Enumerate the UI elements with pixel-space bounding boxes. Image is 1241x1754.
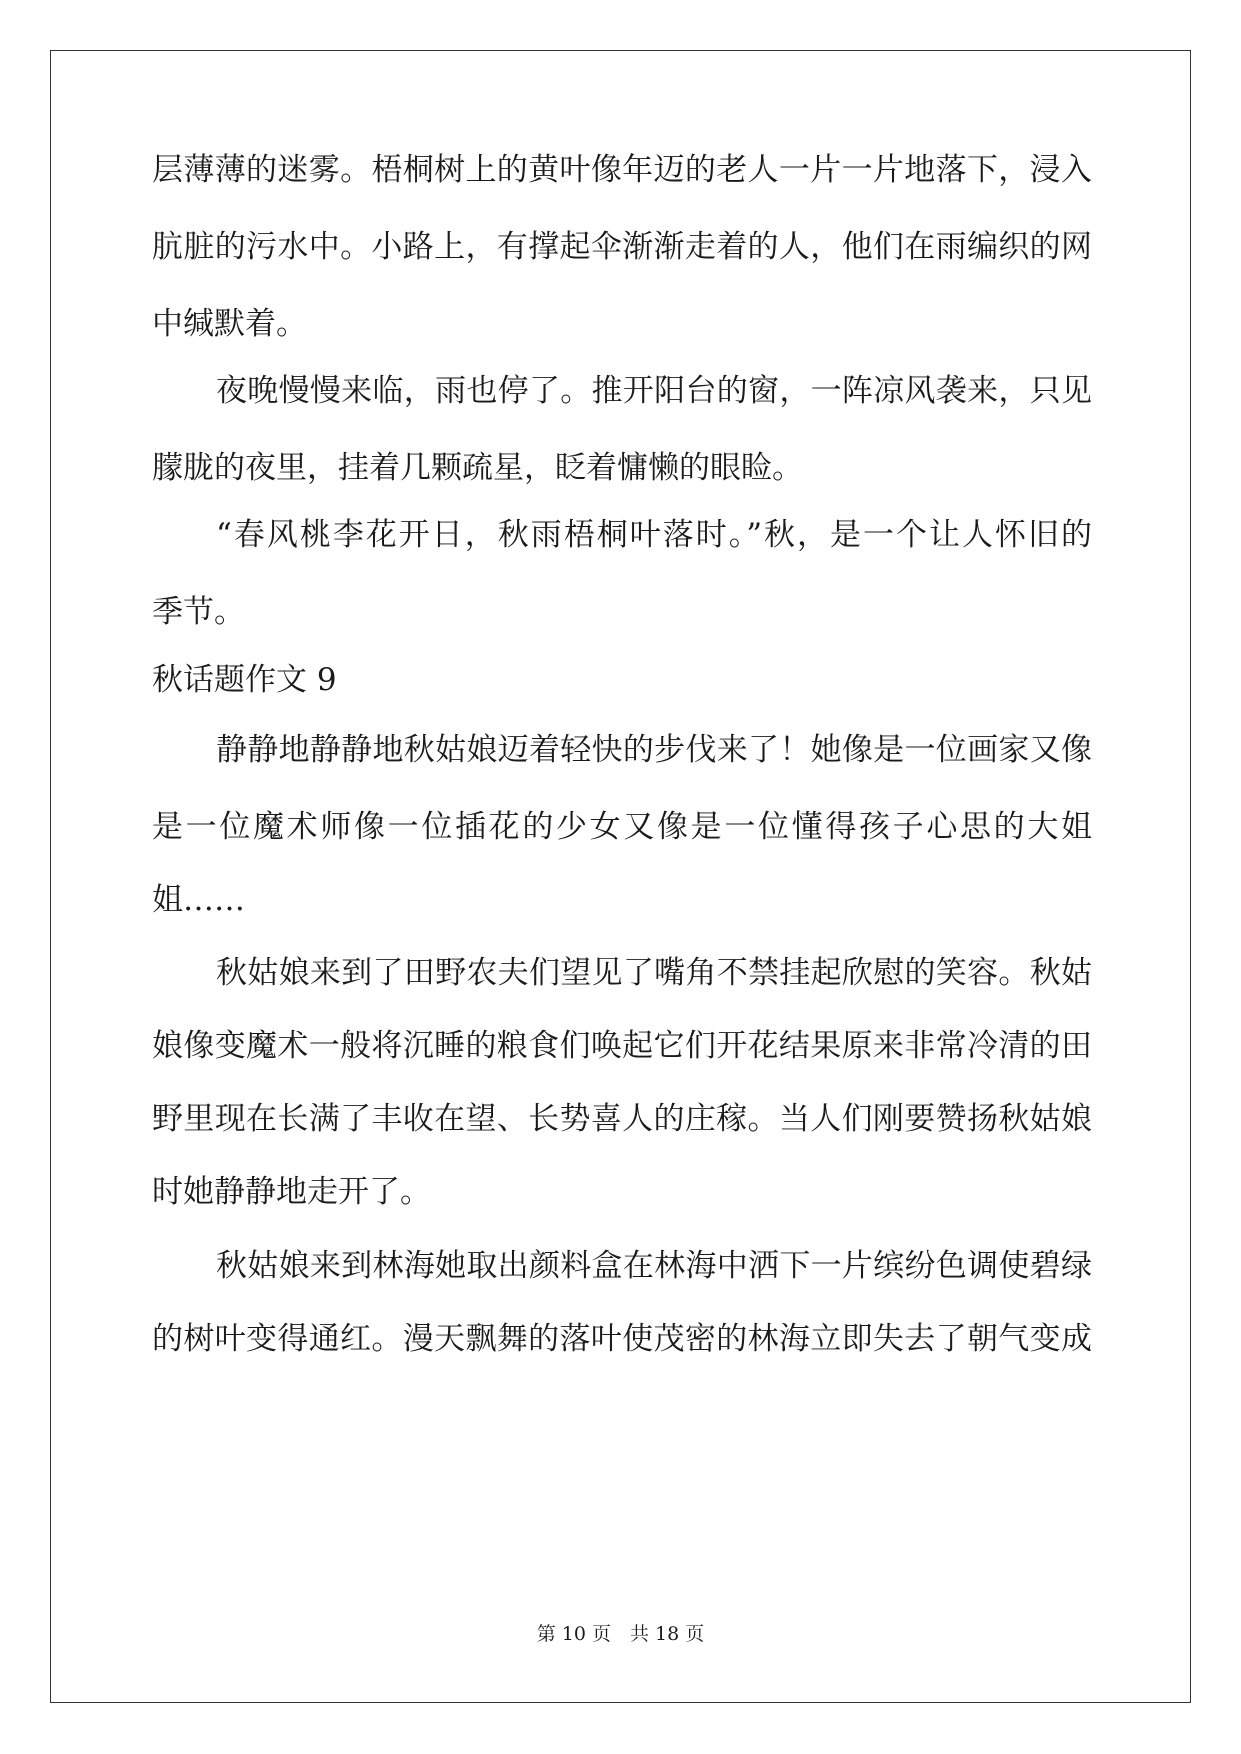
text-line: 是一位魔术师像一位插花的少女又像是一位懂得孩子心思的大姐 [152, 809, 1092, 845]
text-line: 肮脏的污水中。小路上，有撑起伞渐渐走着的人，他们在雨编织的网 [152, 229, 1092, 265]
text-line: 野里现在长满了丰收在望、长势喜人的庄稼。当人们刚要赞扬秋姑娘 [152, 1101, 1092, 1137]
text-line: 中缄默着。 [152, 306, 307, 342]
text-line: 朦胧的夜里，挂着几颗疏星，眨着慵懒的眼睑。 [152, 450, 803, 486]
text-line: 的树叶变得通红。漫天飘舞的落叶使茂密的林海立即失去了朝气变成 [152, 1321, 1092, 1357]
text-line: 秋姑娘来到了田野农夫们望见了嘴角不禁挂起欣慰的笑容。秋姑 [216, 955, 1092, 991]
text-line: 层薄薄的迷雾。梧桐树上的黄叶像年迈的老人一片一片地落下，浸入 [152, 152, 1092, 188]
text-line: “春风桃李花开日，秋雨梧桐叶落时。”秋，是一个让人怀旧的 [216, 517, 1092, 553]
text-line: 姐…… [152, 882, 245, 918]
text-line: 静静地静静地秋姑娘迈着轻快的步伐来了！她像是一位画家又像 [216, 732, 1092, 768]
text-line: 时她静静地走开了。 [152, 1174, 431, 1210]
section-heading: 秋话题作文 9 [152, 662, 337, 698]
text-line: 秋姑娘来到林海她取出颜料盒在林海中洒下一片缤纷色调使碧绿 [216, 1248, 1092, 1284]
page-number-footer: 第 10 页 共 18 页 [536, 1623, 705, 1645]
text-line: 季节。 [152, 594, 245, 630]
text-line: 夜晚慢慢来临，雨也停了。推开阳台的窗，一阵凉风袭来，只见 [216, 373, 1092, 409]
text-line: 娘像变魔术一般将沉睡的粮食们唤起它们开花结果原来非常冷清的田 [152, 1028, 1092, 1064]
page-border [50, 50, 1191, 1703]
